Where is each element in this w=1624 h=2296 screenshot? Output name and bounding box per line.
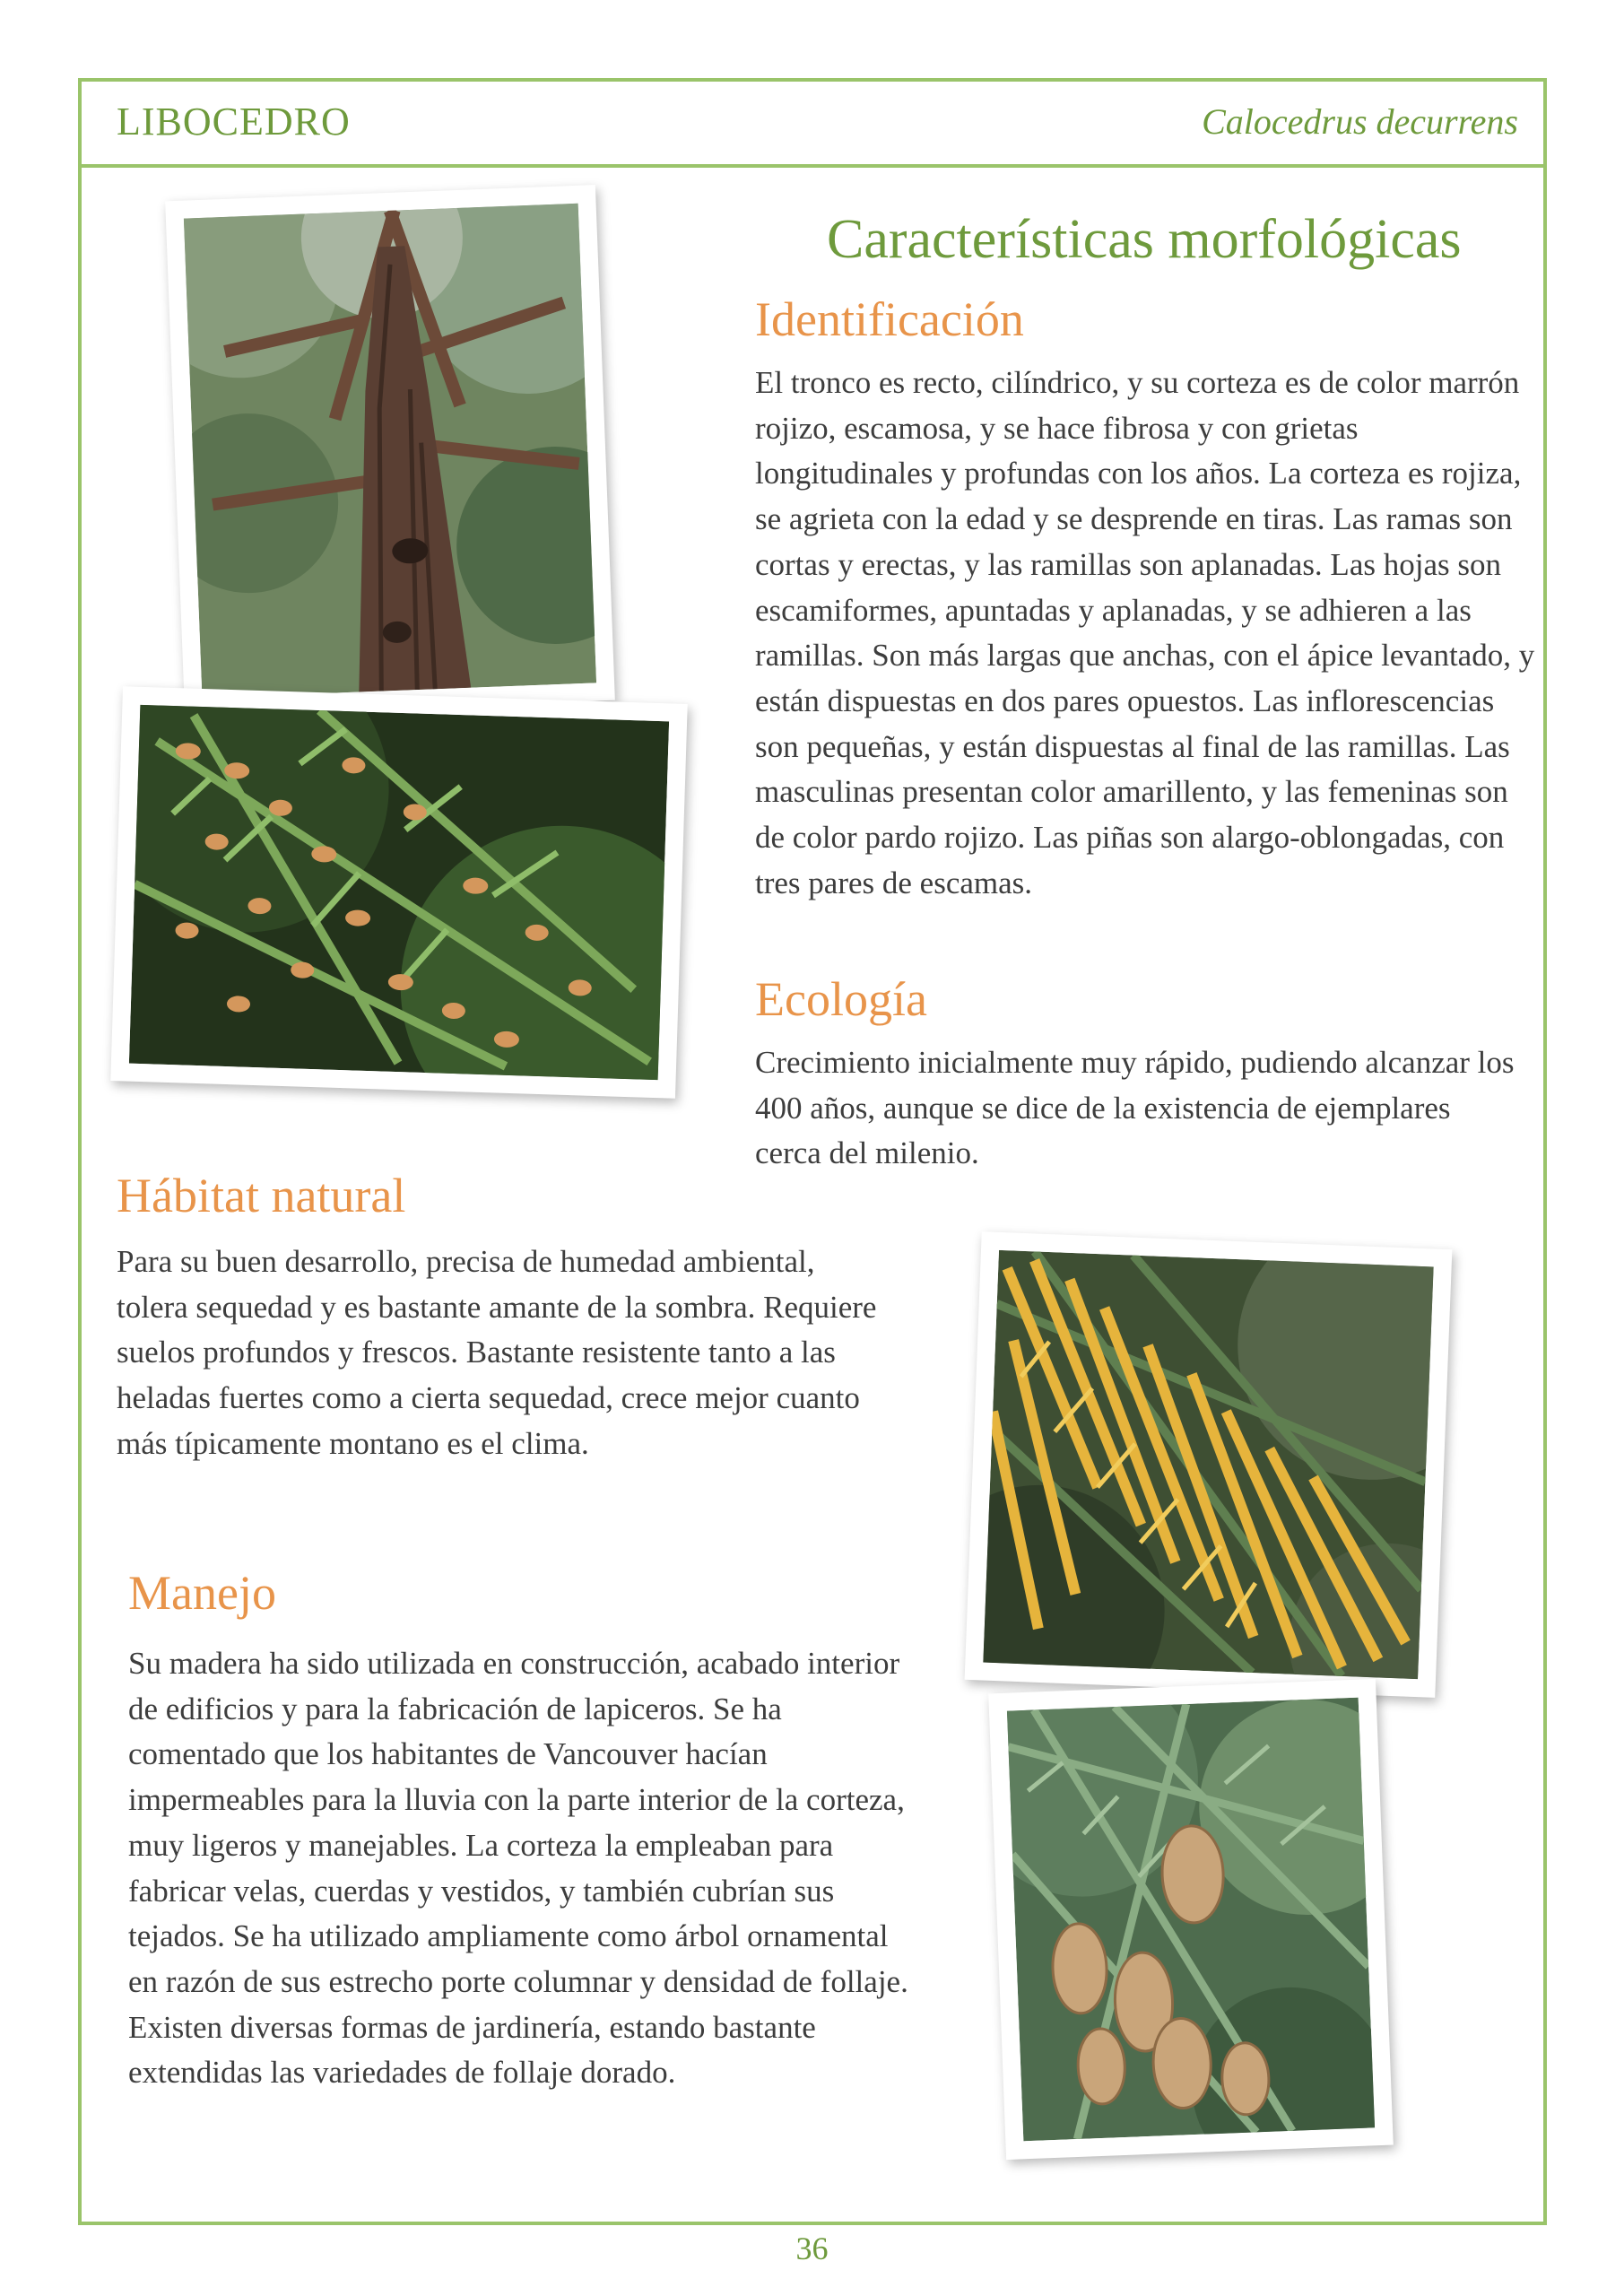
- page-number: 36: [795, 2231, 829, 2266]
- section-heading-ecologia: Ecología: [755, 972, 927, 1026]
- section-heading-habitat: Hábitat natural: [117, 1169, 406, 1222]
- running-title: LIBOCEDRO: [117, 100, 351, 144]
- photo-foliage-cones: [110, 686, 688, 1099]
- section-heading-identificacion: Identificación: [755, 292, 1024, 346]
- photo-golden-foliage: [965, 1231, 1453, 1698]
- section-text-ecologia: Crecimiento inicialmente muy rápido, pudiendo alcanzar los 400 años, aunque se dice de la existencia de ejemplares cerca del milenio.: [755, 1045, 1515, 1171]
- species-name: Calocedrus decurrens: [1202, 101, 1518, 142]
- section-heading-manejo: Manejo: [128, 1566, 276, 1620]
- section-text-manejo: Su madera ha sido utilizada en construcción, acabado interior de edificios y para la fabricación de lapiceros. Se ha comentado que los habitantes de Vancouver hacían impermeables para la lluvia con la parte interior de la corteza, muy ligeros y manejables. La corteza la empleaban para fabricar velas, cuerdas y vestidos, y también cubrían sus tejados. Se ha utilizado ampliamente como árbol ornamental en razón de sus estrecho porte columnar y densidad de follaje. Existen diversas formas de jardinería, estando bastante extendidas las variedades de follaje dorado.: [128, 1646, 908, 2091]
- page-title: Características morfológicas: [827, 209, 1462, 270]
- photo-trunk: [165, 185, 615, 717]
- photo-hanging-cones: [988, 1679, 1394, 2160]
- section-text-identificacion: El tronco es recto, cilíndrico, y su corteza es de color marrón rojizo, escamosa, y se hace fibrosa y con grietas longitudinales y profundas con los años. La corteza es rojiza, se agrieta con la edad y se desprende en tiras. Las ramas son cortas y erectas, y las ramillas son aplanadas. Las hojas son escamiformes, apuntadas y aplanadas, y se adhieren a las ramillas. Son más largas que anchas, con el ápice levantado, y están dispuestas en dos pares opuestos. Las inflorescencias son pequeñas, y están dispuestas al final de las ramillas. Las masculinas presentan color amarillento, y las femeninas son de color pardo rojizo. Las piñas son alargo-oblongadas, con tres pares de escamas.: [755, 365, 1535, 900]
- section-text-habitat: Para su buen desarrollo, precisa de humedad ambiental, tolera sequedad y es bastante amante de la sombra. Requiere suelos profundos y frescos. Bastante resistente tanto a las heladas fuertes como a cierta sequedad, crece mejor cuanto más típicamente montano es el clima.: [117, 1244, 877, 1461]
- header-rule: [78, 164, 1547, 168]
